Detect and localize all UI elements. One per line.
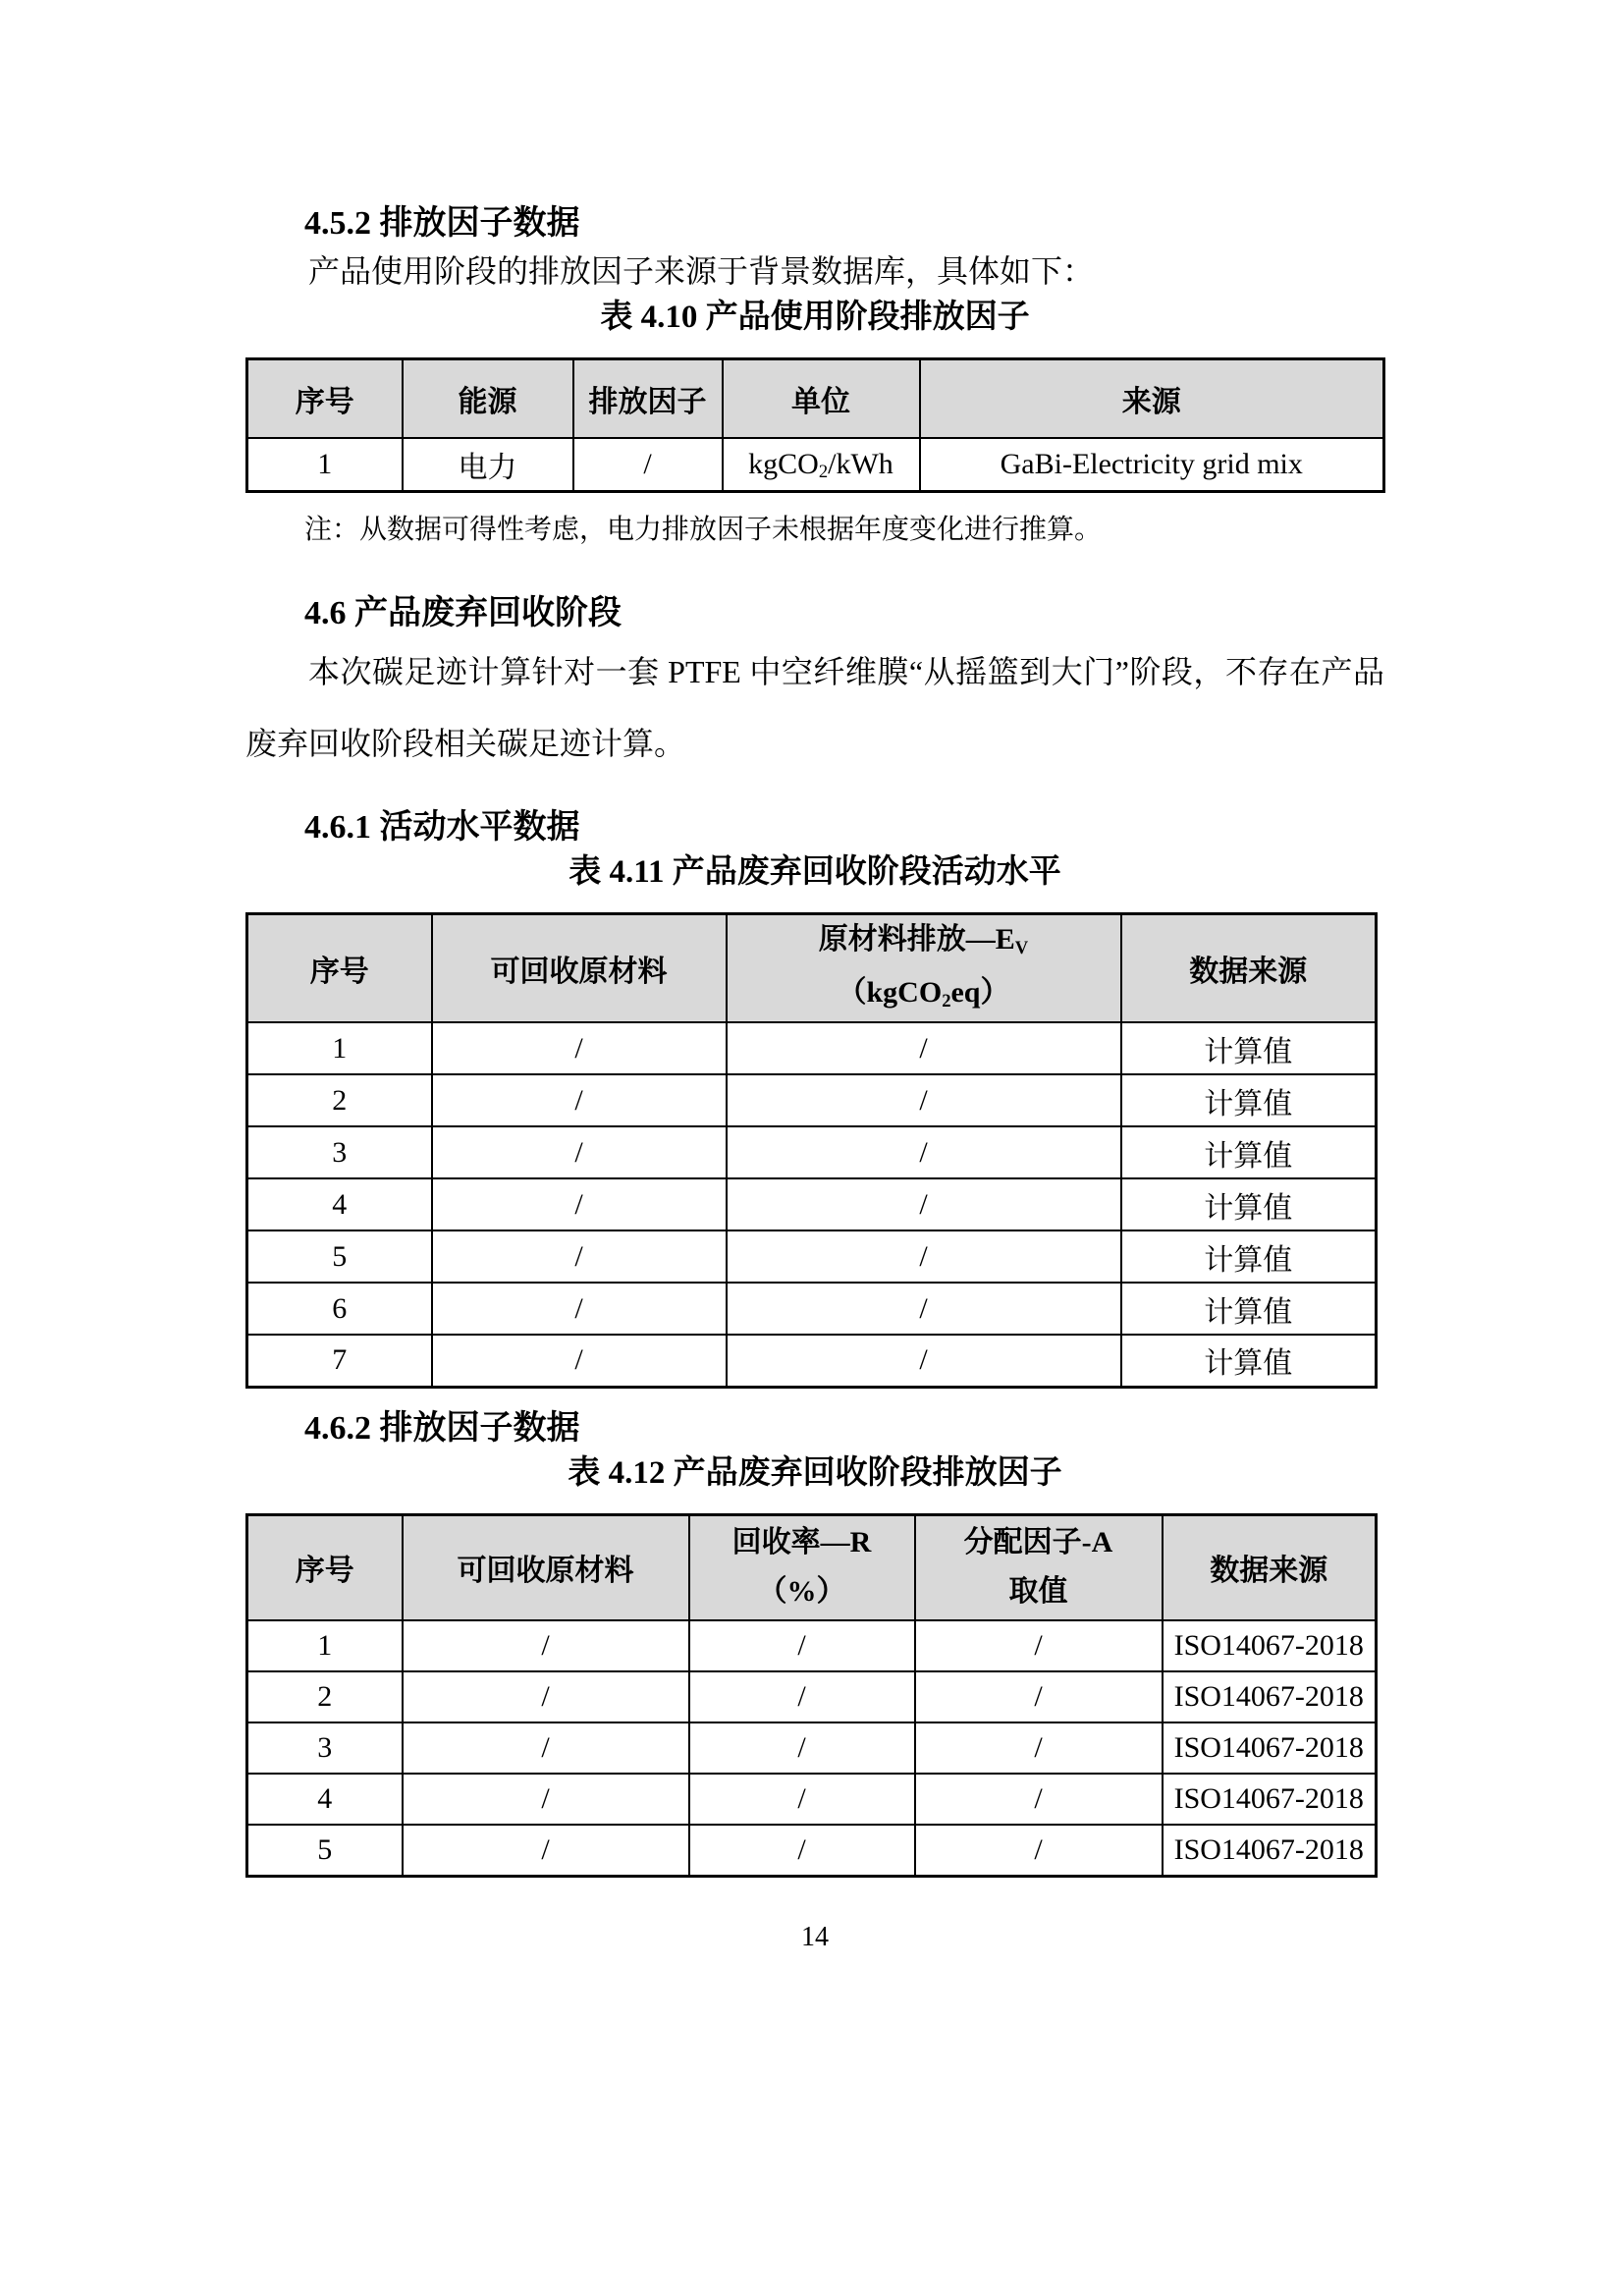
- section-heading-452: 4.5.2 排放因子数据: [304, 205, 580, 242]
- table-cell-allocation-factor: /: [915, 1722, 1163, 1774]
- ev-unit-prefix: （kgCO: [837, 976, 943, 1009]
- unit-subscript: 2: [818, 462, 829, 483]
- table-cell-source: 计算值: [1121, 1074, 1377, 1126]
- unit-prefix: kgCO: [748, 447, 819, 480]
- ev-subscript: V: [1014, 937, 1029, 958]
- section-heading-461: 4.6.1 活动水平数据: [304, 809, 580, 846]
- table-cell-no: 1: [247, 438, 403, 492]
- section-heading-46: 4.6 产品废弃回收阶段: [304, 595, 622, 631]
- table-cell-recovery-rate: /: [689, 1825, 915, 1876]
- ev-unit-suffix: eq）: [950, 976, 1010, 1009]
- recovery-rate-line1: 回收率—R: [731, 1526, 872, 1559]
- table-cell-no: 7: [247, 1335, 432, 1387]
- table-cell-material: /: [403, 1620, 689, 1671]
- table-cell-source: ISO14067-2018: [1163, 1671, 1377, 1722]
- table-cell-source: ISO14067-2018: [1163, 1722, 1377, 1774]
- unit-suffix: /kWh: [828, 447, 893, 480]
- column-header-no: 序号: [247, 359, 403, 438]
- table-cell-recovery-rate: /: [689, 1671, 915, 1722]
- column-header-recovery-rate: [689, 1514, 915, 1620]
- table-cell-no: 3: [247, 1126, 432, 1178]
- table-cell-no: 5: [247, 1230, 432, 1283]
- table-row: [247, 1825, 1377, 1876]
- table-cell-allocation-factor: /: [915, 1620, 1163, 1671]
- paragraph-46: 本次碳足迹计算针对一套 PTFE 中空纤维膜“从摇篮到大门”阶段，不存在产品废弃回收阶段相关碳足迹计算。: [245, 654, 1384, 761]
- table-cell-material: /: [403, 1722, 689, 1774]
- table-row: [247, 1178, 1377, 1230]
- column-header-no: 序号: [247, 914, 432, 1023]
- table-row: [247, 1230, 1377, 1283]
- column-header-allocation-factor: [915, 1514, 1163, 1620]
- table-cell-no: 3: [247, 1722, 403, 1774]
- table-411-caption: 表 4.11 产品废弃回收阶段活动水平: [568, 854, 1061, 890]
- table-cell-source: GaBi-Electricity grid mix: [920, 438, 1384, 492]
- column-header-ev: [727, 914, 1121, 1023]
- column-header-source: 数据来源: [1121, 914, 1377, 1023]
- column-header-material: 可回收原材料: [432, 914, 727, 1023]
- recovery-rate-line2: （%）: [757, 1575, 846, 1609]
- table-cell-unit: [723, 438, 920, 492]
- table-cell-ev: /: [727, 1178, 1121, 1230]
- table-cell-no: 2: [247, 1671, 403, 1722]
- table-410-note: 注：从数据可得性考虑，电力排放因子未根据年度变化进行推算。: [304, 515, 1103, 545]
- table-row: [247, 1620, 1377, 1671]
- table-cell-factor: /: [573, 438, 723, 492]
- column-header-material: 可回收原材料: [403, 1514, 689, 1620]
- table-cell-source: 计算值: [1121, 1126, 1377, 1178]
- table-cell-no: 4: [247, 1774, 403, 1825]
- page-number: 14: [801, 1921, 829, 1952]
- table-cell-no: 6: [247, 1283, 432, 1335]
- table-cell-no: 1: [247, 1022, 432, 1074]
- table-row: [247, 438, 1384, 492]
- table-cell-recovery-rate: /: [689, 1774, 915, 1825]
- table-410: [245, 357, 1385, 493]
- table-cell-recovery-rate: /: [689, 1620, 915, 1671]
- paragraph-452: 产品使用阶段的排放因子来源于背景数据库，具体如下：: [308, 253, 1095, 289]
- header-ev-line1: [731, 915, 1116, 968]
- table-cell-material: /: [432, 1178, 727, 1230]
- table-410-header-row: [247, 359, 1384, 438]
- column-header-unit: 单位: [723, 359, 920, 438]
- table-cell-source: 计算值: [1121, 1178, 1377, 1230]
- table-cell-allocation-factor: /: [915, 1774, 1163, 1825]
- table-cell-energy: 电力: [403, 438, 573, 492]
- table-cell-ev: /: [727, 1126, 1121, 1178]
- table-410-caption: 表 4.10 产品使用阶段排放因子: [600, 300, 1030, 335]
- table-row: [247, 1022, 1377, 1074]
- table-cell-no: 4: [247, 1178, 432, 1230]
- column-header-factor: 排放因子: [573, 359, 723, 438]
- table-411-header-row: [247, 914, 1377, 1023]
- table-cell-source: 计算值: [1121, 1335, 1377, 1387]
- table-cell-material: /: [432, 1074, 727, 1126]
- table-cell-material: /: [432, 1283, 727, 1335]
- table-cell-material: /: [403, 1825, 689, 1876]
- table-cell-source: ISO14067-2018: [1163, 1774, 1377, 1825]
- table-cell-material: /: [432, 1022, 727, 1074]
- table-row: [247, 1074, 1377, 1126]
- table-row: [247, 1335, 1377, 1387]
- table-cell-ev: /: [727, 1022, 1121, 1074]
- table-cell-source: 计算值: [1121, 1283, 1377, 1335]
- allocation-factor-line2: 取值: [1008, 1575, 1068, 1609]
- table-cell-no: 1: [247, 1620, 403, 1671]
- table-cell-source: ISO14067-2018: [1163, 1825, 1377, 1876]
- table-row: [247, 1722, 1377, 1774]
- table-412: [245, 1513, 1378, 1878]
- table-cell-ev: /: [727, 1230, 1121, 1283]
- section-heading-462: 4.6.2 排放因子数据: [304, 1409, 580, 1447]
- table-cell-ev: /: [727, 1283, 1121, 1335]
- table-cell-ev: /: [727, 1074, 1121, 1126]
- column-header-source: 来源: [920, 359, 1384, 438]
- table-cell-allocation-factor: /: [915, 1671, 1163, 1722]
- table-row: [247, 1671, 1377, 1722]
- table-cell-material: /: [403, 1774, 689, 1825]
- column-header-source: 数据来源: [1163, 1514, 1377, 1620]
- table-cell-source: ISO14067-2018: [1163, 1620, 1377, 1671]
- table-row: [247, 1283, 1377, 1335]
- allocation-factor-line1: 分配因子-A: [963, 1526, 1113, 1559]
- table-cell-source: 计算值: [1121, 1022, 1377, 1074]
- table-cell-material: /: [432, 1335, 727, 1387]
- table-row: [247, 1126, 1377, 1178]
- ev-label: 原材料排放—E: [818, 923, 1015, 956]
- table-cell-source: 计算值: [1121, 1230, 1377, 1283]
- table-cell-material: /: [432, 1126, 727, 1178]
- table-row: [247, 1774, 1377, 1825]
- table-cell-recovery-rate: /: [689, 1722, 915, 1774]
- ev-unit-subscript: 2: [942, 990, 951, 1011]
- table-cell-ev: /: [727, 1335, 1121, 1387]
- table-411: [245, 912, 1378, 1389]
- table-cell-material: /: [403, 1671, 689, 1722]
- column-header-no: 序号: [247, 1514, 403, 1620]
- table-cell-allocation-factor: /: [915, 1825, 1163, 1876]
- column-header-energy: 能源: [403, 359, 573, 438]
- table-cell-no: 5: [247, 1825, 403, 1876]
- table-cell-no: 2: [247, 1074, 432, 1126]
- table-412-header-row: [247, 1514, 1377, 1620]
- table-cell-material: /: [432, 1230, 727, 1283]
- table-412-caption: 表 4.12 产品废弃回收阶段排放因子: [568, 1454, 1062, 1491]
- header-ev-line2: [731, 968, 1116, 1021]
